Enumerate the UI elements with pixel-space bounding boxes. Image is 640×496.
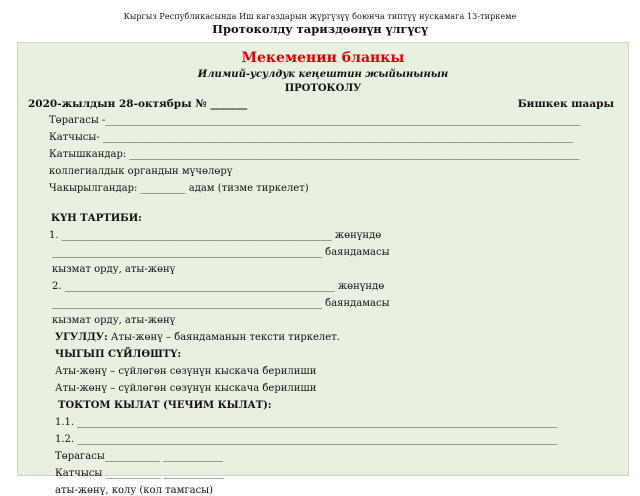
agenda-item-1: 1. ______________________________________________________ жөнүндө	[49, 230, 382, 241]
decision-title: ТОКТОМ КЫЛАТ (ЧЕЧИМ КЫЛАТ):	[58, 400, 272, 411]
agenda-item-2-position: кызмат орду, аты-жөнү	[52, 315, 176, 326]
date-number: 2020-жылдын 28-октябры № _______	[28, 98, 248, 110]
doc-header-small: Кыргыз Республикасында Иш кагаздарын жүргүзүү боюнча типтүү нускамага 13-тиркеме	[123, 12, 517, 21]
signature-hint: аты-жөнү, колу (кол тамгасы)	[55, 485, 214, 496]
agenda-item-1-report: ______________________________________________________ баяндамасы	[52, 247, 390, 258]
agenda-title: КҮН ТАРТИБИ:	[51, 213, 142, 224]
city: Бишкек шаары	[517, 98, 614, 110]
decision-item-2: 1.2. ________________________________________________________________________________________________	[55, 434, 558, 445]
heard-text: Аты-жөнү – баяндаманын тексти тиркелет.	[107, 332, 340, 343]
protocol-title: ПРОТОКОЛУ	[284, 83, 362, 94]
decision-item-1: 1.1. ________________________________________________________________________________________________	[55, 417, 558, 428]
heard-line	[55, 332, 340, 343]
secretary-line: Катчысы- ______________________________________________________________________________________________	[49, 132, 573, 143]
signature-secretary: Катчысы ___________ ____________	[55, 468, 224, 479]
heard-label: УГУЛДУ:	[55, 332, 108, 343]
spoke-item-2: Аты-жөнү – сүйлөгөн сөзүнүн кыскача берилиши	[55, 383, 317, 394]
org-blank-title: Мекеменин бланкы	[241, 50, 405, 66]
attendees-line: Катышкандар: __________________________________________________________________________________________	[49, 149, 580, 160]
chair-line: Төрагасы -_______________________________________________________________________________________________	[49, 115, 581, 126]
signature-chair: Төрагасы___________ ____________	[55, 451, 223, 462]
spoke-item-1: Аты-жөнү – сүйлөгөн сөзүнүн кыскача берилиши	[55, 366, 317, 377]
council-title: Илимий-усулдук кеңештин жыйынынын	[197, 69, 449, 80]
protocol-sheet	[17, 42, 629, 496]
collegial-members: коллегиалдык органдын мүчөлөрү	[49, 166, 233, 177]
spoke-title: ЧЫГЫП СҮЙЛӨШТҮ:	[55, 349, 182, 360]
agenda-item-2: 2. ______________________________________________________ жөнүндө	[52, 281, 385, 292]
agenda-item-1-position: кызмат орду, аты-жөнү	[52, 264, 176, 275]
agenda-item-2-report: ______________________________________________________ баяндамасы	[52, 298, 390, 309]
doc-header-title: Протоколду тариздөөнүн үлгүсү	[212, 22, 428, 36]
invited-line: Чакырылгандар: _________ адам (тизме тиркелет)	[49, 183, 309, 194]
